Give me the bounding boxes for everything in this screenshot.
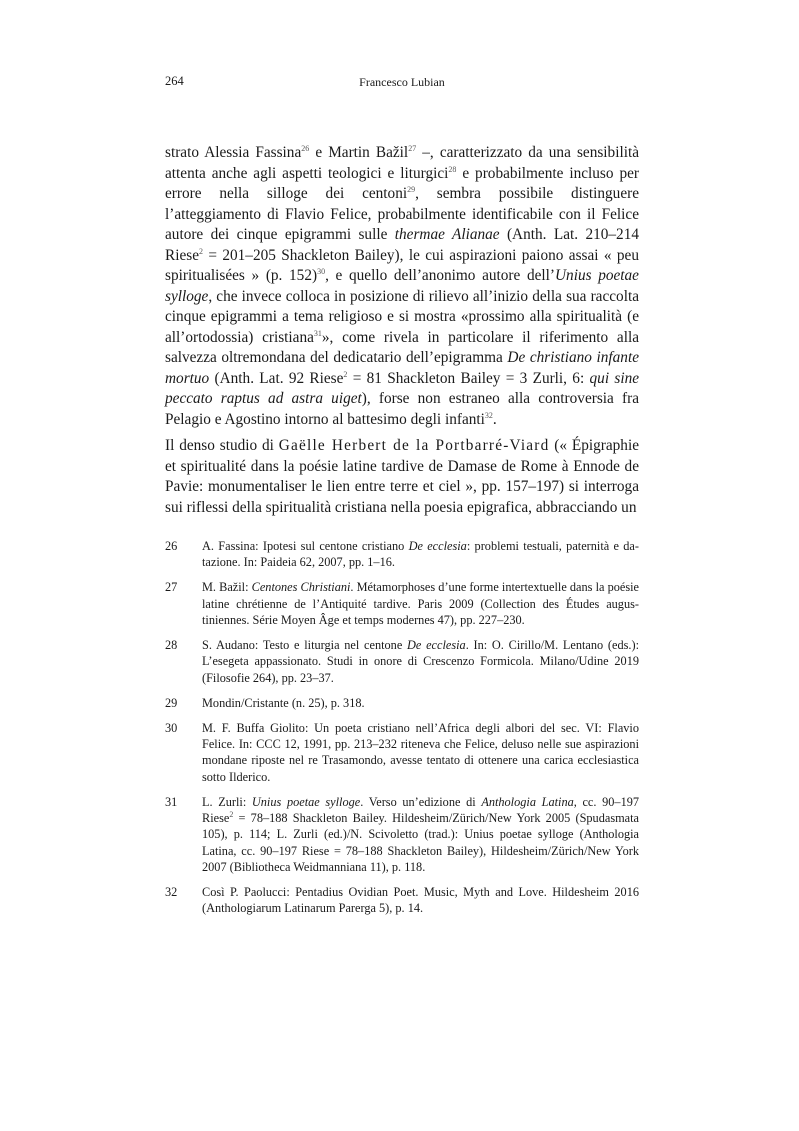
footnote-text: M. F. Buffa Giolito: Un poeta cristiano nell’Africa degli albori del sec. VI: Flavio Felice. In: CCC 12, 1991, pp. 213–232 riteneva che Felice, deluso nelle sue aspirazioni mondane riposte nel re Trasamondo, avesse tentato di ottenere una carica ecclesiastica sotto Ilderico. bbox=[202, 720, 639, 784]
edition-superscript: 2 bbox=[343, 369, 348, 379]
text-run: e probabilmente incluso per errore nella silloge dei centoni bbox=[165, 164, 639, 202]
footnote-ref-28[interactable]: 28 bbox=[448, 164, 457, 174]
text-run: , e quello dell’anonimo autore dell’ bbox=[325, 267, 555, 284]
text-run: –, caratterizzato da una sensibilità attenta anche agli aspetti teologici e liturgici bbox=[165, 144, 639, 182]
footnote-number: 31 bbox=[165, 794, 178, 809]
text-run: Il denso studio di bbox=[165, 437, 279, 454]
footnote-number: 27 bbox=[165, 580, 178, 595]
footnote-text: M. Bažil: Centones Christiani. Métamorphoses d’une forme intertextuelle dans la poésie latine chrétienne de l’Antiquité tardive. Paris 2009 (Collection des Études augustiniennes. Série Moyen Âge et temps modernes 47), pp. 227–230. bbox=[202, 580, 639, 627]
text-run: (« Épigraphie et spiritualité dans la poésie latine tardive de Damase de Rome à Ennode de Pavie: monumentaliser le lien entre terre et ciel », pp. 157–197) si interroga sui riflessi della spiritualità cristiana nella poesia epigrafica, abbracciando un bbox=[165, 437, 639, 516]
footnote-ref-27[interactable]: 27 bbox=[408, 143, 417, 153]
footnote-text: S. Audano: Testo e liturgia nel centone De ecclesia. In: O. Cirillo/M. Lentano (eds.): L’esegeta appassionato. Studi in onore di Crescenzo Formicola. Milano/Udine 2019 (Filosofie 264), pp. 23–37. bbox=[202, 638, 639, 685]
footnote-28 bbox=[165, 637, 639, 686]
footnotes bbox=[165, 538, 639, 926]
footnote-number: 28 bbox=[165, 638, 178, 653]
footnote-ref-30[interactable]: 30 bbox=[317, 266, 326, 276]
footnote-26 bbox=[165, 538, 639, 571]
text-run: (Anth. Lat. 210–214 Riese bbox=[165, 226, 639, 264]
footnote-text: A. Fassina: Ipotesi sul centone cristiano De ecclesia: problemi testuali, paternità e datazione. In: Paideia 62, 2007, pp. 1–16. bbox=[202, 539, 640, 570]
text-run: . bbox=[492, 410, 497, 428]
footnote-text: L. Zurli: Unius poetae sylloge. Verso un’edizione di Anthologia Latina, cc. 90–197 Riese$^2$ = 78–188 Shackleton Bailey. Hildesheim/Zürich/New York 2005 (Spudasmata 105), p. 114; L. Zurli (ed.)/N. Scivoletto (trad.): Unius poetae sylloge (Anthologia Latina, cc. 90–197 Riese = 78–188 Shackleton Bailey), Hildesheim/Zürich/New York 2007 (Bibliotheca Weidmanniana 11), p. 118. bbox=[202, 794, 640, 875]
footnote-31 bbox=[165, 794, 639, 875]
footnote-32 bbox=[165, 884, 639, 917]
text-run: (Anth. Lat. 92 Riese bbox=[209, 369, 344, 387]
italic-quote: qui sine peccato raptus ad astra uiget bbox=[165, 369, 640, 407]
running-head bbox=[165, 74, 639, 92]
footnote-29 bbox=[165, 695, 639, 711]
footnote-number: 30 bbox=[165, 720, 178, 735]
body-text bbox=[165, 143, 639, 518]
italic-title: Unius poetae sylloge bbox=[165, 267, 639, 305]
italic-title: thermae Alianae bbox=[394, 226, 500, 243]
footnote-number: 26 bbox=[165, 539, 178, 553]
footnote-ref-26[interactable]: 26 bbox=[301, 143, 310, 153]
footnote-number: 32 bbox=[165, 885, 178, 900]
text-run: , sembra possibile distinguere l’atteggiamento di Flavio Felice, probabilmente identificabile con il Felice autore dei cinque epigrammi sulle bbox=[165, 185, 639, 243]
paragraph-1 bbox=[165, 143, 639, 430]
footnote-text: Così P. Paolucci: Pentadius Ovidian Poet. Music, Myth and Love. Hildesheim 2016 (Anthologiarum Latinarum Parerga 5), p. 14. bbox=[202, 885, 639, 916]
paragraph-2 bbox=[165, 436, 639, 518]
text-run: strato Alessia Fassina bbox=[165, 144, 302, 161]
footnote-number: 29 bbox=[165, 695, 178, 710]
footnote-30 bbox=[165, 720, 639, 785]
text-run: e Martin Bažil bbox=[309, 144, 409, 161]
text-run: = 201–205 Shackleton Bailey), le cui aspirazioni paiono assai « peu spiritualisées » (p. 152) bbox=[165, 246, 639, 284]
footnote-ref-29[interactable]: 29 bbox=[407, 184, 416, 194]
text-run: , che invece colloca in posizione di rilievo all’inizio della sua raccolta cinque epigrammi a tema religioso e si mostra «prossimo alla spiritualità (e all’ortodossia) cristiana bbox=[165, 287, 639, 346]
footnote-ref-31[interactable]: 31 bbox=[313, 328, 322, 338]
text-run: ), forse non estraneo alla controversia fra Pelagio e Agostino intorno al battesimo degli infanti bbox=[165, 390, 639, 428]
italic-title: De christiano infante mortuo bbox=[165, 349, 639, 387]
running-title: Francesco Lubian bbox=[359, 75, 445, 89]
page-number: 264 bbox=[165, 74, 184, 88]
edition-superscript: 2 bbox=[199, 246, 203, 256]
text-run: = 81 Shackleton Bailey = 3 Zurli, 6: bbox=[347, 369, 590, 387]
footnote-text: Mondin/Cristante (n. 25), p. 318. bbox=[202, 695, 365, 710]
footnote-ref-32[interactable]: 32 bbox=[484, 410, 493, 420]
author-name: Gaëlle Herbert de la Portbarré-Viard bbox=[278, 437, 550, 454]
text-run: », come rivela in particolare il riferimento alla salvezza oltremondana del dedicatario dell’epigramma bbox=[165, 328, 639, 366]
footnote-27 bbox=[165, 579, 639, 628]
